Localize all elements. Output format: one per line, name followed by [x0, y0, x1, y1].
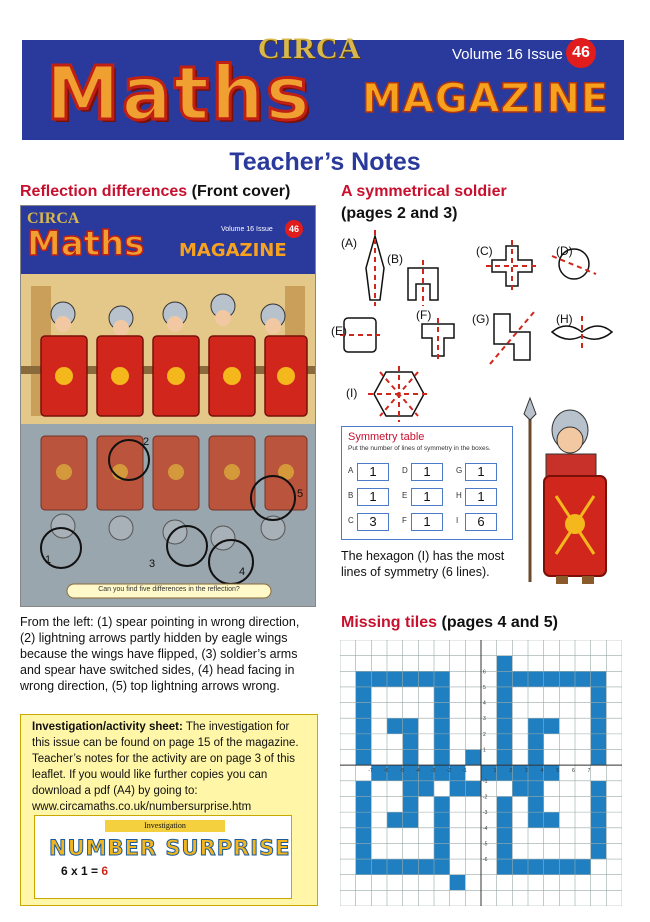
blue-tile: [528, 734, 544, 750]
blue-tile: [434, 859, 450, 875]
blue-tile: [403, 859, 419, 875]
blue-tile: [544, 671, 560, 687]
soldier-section-title-2: [341, 205, 457, 223]
blue-tile: [512, 781, 528, 797]
blue-tile: [387, 859, 403, 875]
symmetry-value-g: 1: [465, 463, 497, 481]
blue-tile: [450, 875, 466, 891]
x-tick-label: -6: [384, 768, 389, 775]
banner-title: NUMBER SURPRISE: [49, 836, 291, 860]
reflection-title-red: Reflection differences: [20, 183, 188, 200]
x-tick-label: 4: [540, 768, 544, 775]
y-tick-label: 1: [483, 747, 486, 754]
y-tick-label: -2: [483, 794, 488, 801]
blue-tile: [591, 812, 607, 828]
blue-tile: [465, 781, 481, 797]
blue-tile: [497, 656, 513, 672]
blue-tile: [403, 781, 419, 797]
blue-tile: [591, 796, 607, 812]
blue-tile: [356, 796, 372, 812]
blue-tile: [512, 671, 528, 687]
symmetry-key-a: A: [348, 466, 354, 475]
difference-number-1: 1: [45, 554, 52, 566]
tiles-title-red: Missing tiles: [341, 614, 438, 631]
investigation-lead: Investigation/activity sheet:: [32, 721, 183, 733]
cover-maths-logo: Maths: [27, 224, 145, 264]
x-tick-label: 2: [509, 768, 513, 775]
blue-tile: [356, 687, 372, 703]
blue-tile: [387, 812, 403, 828]
y-tick-label: 5: [483, 684, 486, 691]
y-tick-label: 4: [483, 700, 486, 707]
symmetry-value-f: 1: [411, 513, 443, 531]
y-tick-label: 6: [483, 669, 486, 676]
reflection-section-title: [20, 183, 290, 201]
blue-tile: [591, 781, 607, 797]
blue-tile: [497, 828, 513, 844]
symmetry-value-e: 1: [411, 488, 443, 506]
symmetry-table-title: Symmetry table: [348, 431, 425, 443]
blue-tile: [403, 796, 419, 812]
blue-tile: [528, 796, 544, 812]
blue-tile: [591, 734, 607, 750]
tile-grid: [340, 640, 622, 906]
cover-magazine-logo: MAGAZINE: [179, 240, 287, 261]
blue-tile: [497, 734, 513, 750]
blue-tile: [356, 671, 372, 687]
blue-tile: [591, 843, 607, 859]
blue-tile: [528, 750, 544, 766]
investigation-url: www.circamaths.co.uk/numbersurprise.htm: [32, 801, 252, 813]
issue-badge: 46: [566, 38, 596, 68]
x-tick-label: 5: [556, 768, 560, 775]
difference-number-4: 4: [239, 566, 246, 578]
y-tick-label: -3: [483, 810, 488, 817]
x-tick-label: -2: [446, 768, 452, 775]
symmetry-key-i: I: [456, 516, 459, 525]
magazine-logo: MAGAZINE: [362, 76, 610, 122]
blue-tile: [497, 750, 513, 766]
symmetry-value-a: 1: [357, 463, 389, 481]
blue-tile: [575, 859, 591, 875]
blue-tile: [434, 671, 450, 687]
cover-issue-badge: 46: [285, 220, 303, 238]
blue-tile: [403, 812, 419, 828]
blue-tile: [497, 843, 513, 859]
x-tick-label: 1: [493, 768, 497, 775]
difference-number-2: 2: [143, 436, 150, 448]
blue-tile: [591, 687, 607, 703]
blue-tile: [434, 812, 450, 828]
difference-number-3: 3: [149, 558, 156, 570]
x-tick-label: -7: [368, 768, 373, 775]
symmetry-key-f: F: [402, 516, 407, 525]
x-tick-label: 7: [587, 768, 591, 775]
blue-tile: [591, 828, 607, 844]
blue-tile: [403, 671, 419, 687]
blue-tile: [356, 718, 372, 734]
blue-tile: [418, 671, 434, 687]
x-tick-label: 6: [572, 768, 575, 775]
page-title: Teacher’s Notes: [229, 148, 421, 176]
symmetry-cells: [341, 460, 511, 536]
x-tick-label: -1: [462, 768, 467, 775]
figure-label-a: (A): [341, 236, 357, 250]
blue-tile: [528, 671, 544, 687]
maths-logo: Maths: [46, 51, 312, 137]
symmetry-key-e: E: [402, 491, 408, 500]
investigation-body: The investigation for this issue can be found on page 15 of the magazine. Teacher’s notes for the activity are on page 3 of this leaflet. If you would like further copies you can download a pdf (A4) by going to:: [32, 721, 299, 797]
figure-label-e: (E): [331, 324, 347, 338]
blue-tile: [418, 781, 434, 797]
blue-tile: [591, 718, 607, 734]
figure-label-c: (C): [476, 244, 493, 258]
blue-tile: [434, 750, 450, 766]
investigation-text: [32, 719, 310, 815]
y-tick-label: 3: [483, 716, 486, 723]
blue-tile: [591, 671, 607, 687]
blue-tile: [497, 671, 513, 687]
blue-tile: [544, 812, 560, 828]
symmetry-key-h: H: [456, 491, 462, 500]
blue-tile: [591, 750, 607, 766]
banner-label: Investigation: [105, 820, 225, 832]
blue-tile: [434, 703, 450, 719]
blue-tile: [544, 859, 560, 875]
blue-tile: [418, 859, 434, 875]
cover-caption: Can you find five differences in the reflection?: [98, 586, 240, 593]
blue-tile: [544, 718, 560, 734]
x-tick-label: 3: [525, 768, 528, 775]
blue-tile: [528, 812, 544, 828]
blue-tile: [528, 781, 544, 797]
tiles-section-title: [341, 614, 558, 632]
y-tick-label: -4: [483, 825, 488, 832]
reflection-title-black: (Front cover): [191, 183, 291, 200]
blue-tile: [371, 671, 387, 687]
cover-circa-logo: CIRCA: [27, 210, 80, 227]
tiles-title-black: (pages 4 and 5): [441, 614, 558, 631]
blue-tile: [356, 734, 372, 750]
symmetry-value-h: 1: [465, 488, 497, 506]
soldier-illustration: [516, 396, 626, 586]
blue-tile: [356, 859, 372, 875]
blue-tile: [497, 687, 513, 703]
hexagon-note: The hexagon (I) has the most lines of symmetry (6 lines).: [341, 549, 505, 579]
circa-logo: CIRCA: [258, 32, 362, 65]
y-tick-label: -1: [483, 778, 488, 785]
blue-tile: [356, 781, 372, 797]
blue-tile: [497, 703, 513, 719]
symmetry-key-c: C: [348, 516, 354, 525]
blue-tile: [559, 671, 575, 687]
blue-tile: [434, 734, 450, 750]
front-cover-image: [20, 205, 316, 607]
blue-tile: [434, 843, 450, 859]
symmetry-key-b: B: [348, 491, 354, 500]
soldier-section-title-1: A symmetrical soldier: [341, 183, 507, 200]
blue-tile: [434, 687, 450, 703]
figure-label-b: (B): [387, 252, 403, 266]
blue-tile: [591, 703, 607, 719]
blue-tile: [371, 859, 387, 875]
blue-tile: [356, 812, 372, 828]
blue-tile: [403, 750, 419, 766]
blue-tile: [356, 843, 372, 859]
y-tick-label: -6: [483, 857, 488, 864]
x-tick-label: -5: [399, 768, 405, 775]
blue-tile: [434, 718, 450, 734]
blue-tile: [497, 812, 513, 828]
blue-tile: [497, 796, 513, 812]
symmetry-value-b: 1: [357, 488, 389, 506]
figure-label-h: (H): [556, 312, 573, 326]
blue-tile: [465, 750, 481, 766]
symmetry-key-d: D: [402, 466, 408, 475]
blue-tile: [387, 671, 403, 687]
symmetry-value-c: 3: [357, 513, 389, 531]
blue-tile: [434, 796, 450, 812]
figure-label-g: (G): [472, 312, 490, 326]
number-surprise-banner: [34, 815, 292, 899]
y-tick-label: -5: [483, 841, 488, 848]
figure-label-d: (D): [556, 244, 573, 258]
figure-label-f: (F): [416, 308, 432, 322]
blue-tile: [497, 859, 513, 875]
blue-tile: [528, 718, 544, 734]
blue-tile: [575, 671, 591, 687]
y-tick-label: 2: [483, 731, 486, 738]
figure-label-i: (I): [346, 386, 358, 400]
blue-tile: [403, 734, 419, 750]
blue-tile: [559, 859, 575, 875]
symmetry-value-i: 6: [465, 513, 497, 531]
blue-tile: [528, 859, 544, 875]
blue-tile: [356, 750, 372, 766]
blue-tile: [356, 828, 372, 844]
symmetry-table-subtitle: Put the number of lines of symmetry in the boxes.: [348, 445, 491, 452]
blue-tile: [387, 718, 403, 734]
difference-number-5: 5: [297, 488, 304, 500]
equation-prefix: 6 x 1 =: [61, 864, 102, 878]
volume-label: Volume 16 Issue: [452, 46, 563, 63]
symmetry-value-d: 1: [411, 463, 443, 481]
symmetry-key-g: G: [456, 466, 463, 475]
blue-tile: [450, 781, 466, 797]
cover-volume-label: Volume 16 Issue: [221, 226, 273, 233]
equation-result: 6: [101, 864, 109, 878]
blue-tile: [403, 718, 419, 734]
banner-equation: [61, 864, 108, 878]
x-tick-label: -4: [415, 768, 420, 775]
blue-tile: [512, 859, 528, 875]
front-cover-illustration: [21, 206, 315, 606]
soldier-section-pages: (pages 2 and 3): [341, 205, 458, 222]
blue-tile: [497, 718, 513, 734]
blue-tile: [434, 828, 450, 844]
blue-tile: [356, 703, 372, 719]
reflection-answers: From the left: (1) spear pointing in wrong direction, (2) lightning arrows partly hidden by eagle wings because the wings have flipped, (3) soldier’s arms and spear have switched sides, (4) head facing in wrong direction, (5) top lightning arrows wrong.: [20, 615, 300, 693]
x-tick-label: -3: [431, 768, 436, 775]
